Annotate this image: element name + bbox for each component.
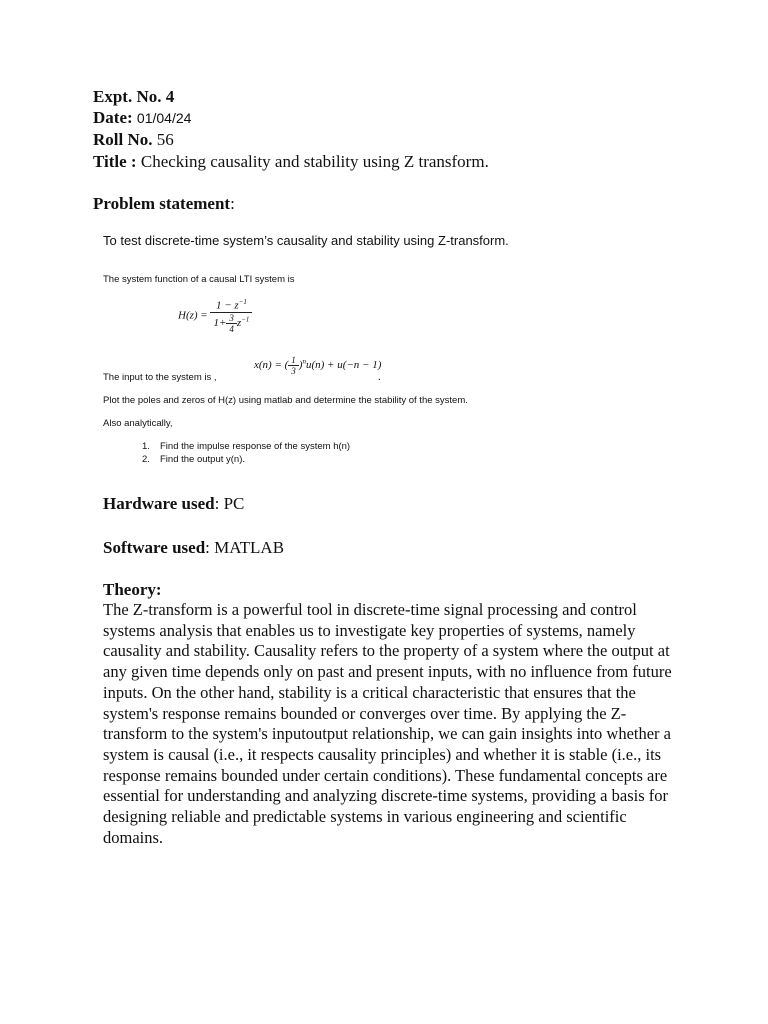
- date-value: 01/04/24: [136, 110, 192, 126]
- hz-den-z: z: [236, 316, 242, 329]
- title-label: Title :: [93, 152, 137, 171]
- roll-line: [93, 130, 174, 150]
- hz-den-pre: 1+: [213, 316, 227, 329]
- title-value: Checking causality and stability using Z transform.: [140, 152, 489, 171]
- title-line: [93, 152, 489, 172]
- list-item: [142, 440, 350, 453]
- also-text: Also analytically,: [103, 418, 173, 429]
- problem-heading-colon: :: [230, 194, 235, 213]
- list-item: [142, 453, 350, 466]
- list-item-text: Find the impulse response of the system h(n): [160, 441, 351, 452]
- roll-label: Roll No.: [93, 130, 153, 149]
- xn-lhs: x(n) = (: [254, 359, 289, 372]
- xn-rhs-pre: ): [298, 359, 303, 372]
- hz-den-exp: −1: [241, 315, 250, 324]
- hardware-label: Hardware used: [103, 494, 215, 513]
- hardware-line: [103, 494, 244, 514]
- system-function-text: The system function of a causal LTI system is: [103, 274, 295, 285]
- date-line: [93, 108, 191, 128]
- list-item-number: 1.: [142, 441, 150, 452]
- hz-num-text: 1 − z: [215, 299, 239, 312]
- task-list: [142, 440, 350, 466]
- xn-fraction: [288, 355, 299, 376]
- hz-numerator: [210, 298, 252, 313]
- theory-paragraph: The Z-transform is a powerful tool in discrete-time signal processing and control systems analysis that enables us to investigate key properties of systems, namely causality and stability. Causality refers to the property of a system where the output at any given time depends only on past and present inputs, with no influence from future inputs. On the other hand, stability is a critical characteristic that ensures that the system's response remains bounded or converges over time. By applying the Z-transform to the system's inputoutput relationship, we can gain insights into whether a system is causal (i.e., it respects causality principles) and whether it is stable (i.e., its response remains bounded under certain conditions). These fundamental concepts are essential for understanding and analyzing discrete-time systems, providing a basis for designing reliable and predictable systems in various engineering and scientific domains.: [103, 600, 672, 847]
- hz-lhs: H(z) =: [178, 309, 208, 322]
- expt-value: 4: [165, 87, 175, 106]
- hz-fraction: [210, 298, 252, 334]
- xn-end: .: [378, 371, 381, 383]
- hz-den-frac-den: 4: [229, 323, 234, 334]
- plot-instruction: Plot the poles and zeros of H(z) using matlab and determine the stability of the system.: [103, 395, 468, 406]
- roll-value: 56: [156, 130, 174, 149]
- theory-body: [103, 600, 678, 848]
- hardware-value: : PC: [214, 494, 245, 513]
- hz-denominator: [210, 313, 252, 334]
- hz-den-frac-num: 3: [226, 313, 237, 324]
- problem-heading-text: Problem statement: [93, 194, 231, 213]
- theory-heading-text: Theory:: [103, 580, 162, 599]
- software-label: Software used: [103, 538, 206, 557]
- software-line: [103, 538, 284, 558]
- problem-heading: [93, 194, 235, 214]
- software-value: : MATLAB: [205, 538, 285, 557]
- problem-intro: To test discrete-time system’s causality and stability using Z-transform.: [103, 233, 509, 248]
- xn-equation: [254, 355, 381, 376]
- list-item-text: Find the output y(n).: [160, 454, 246, 465]
- expt-label: Expt. No.: [93, 87, 162, 106]
- hz-equation: [178, 298, 252, 334]
- input-text: The input to the system is ,: [103, 372, 217, 383]
- xn-frac-den: 3: [291, 366, 296, 376]
- date-label: Date:: [93, 108, 133, 127]
- xn-exp: n: [302, 357, 306, 366]
- xn-frac-num: 1: [288, 355, 299, 366]
- hz-num-exp: −1: [238, 298, 247, 306]
- theory-heading: [103, 580, 162, 600]
- expt-number: [93, 87, 174, 107]
- hz-den-fraction: [226, 313, 237, 334]
- list-item-number: 2.: [142, 454, 150, 465]
- xn-rhs: u(n) + u(−n − 1): [305, 359, 382, 372]
